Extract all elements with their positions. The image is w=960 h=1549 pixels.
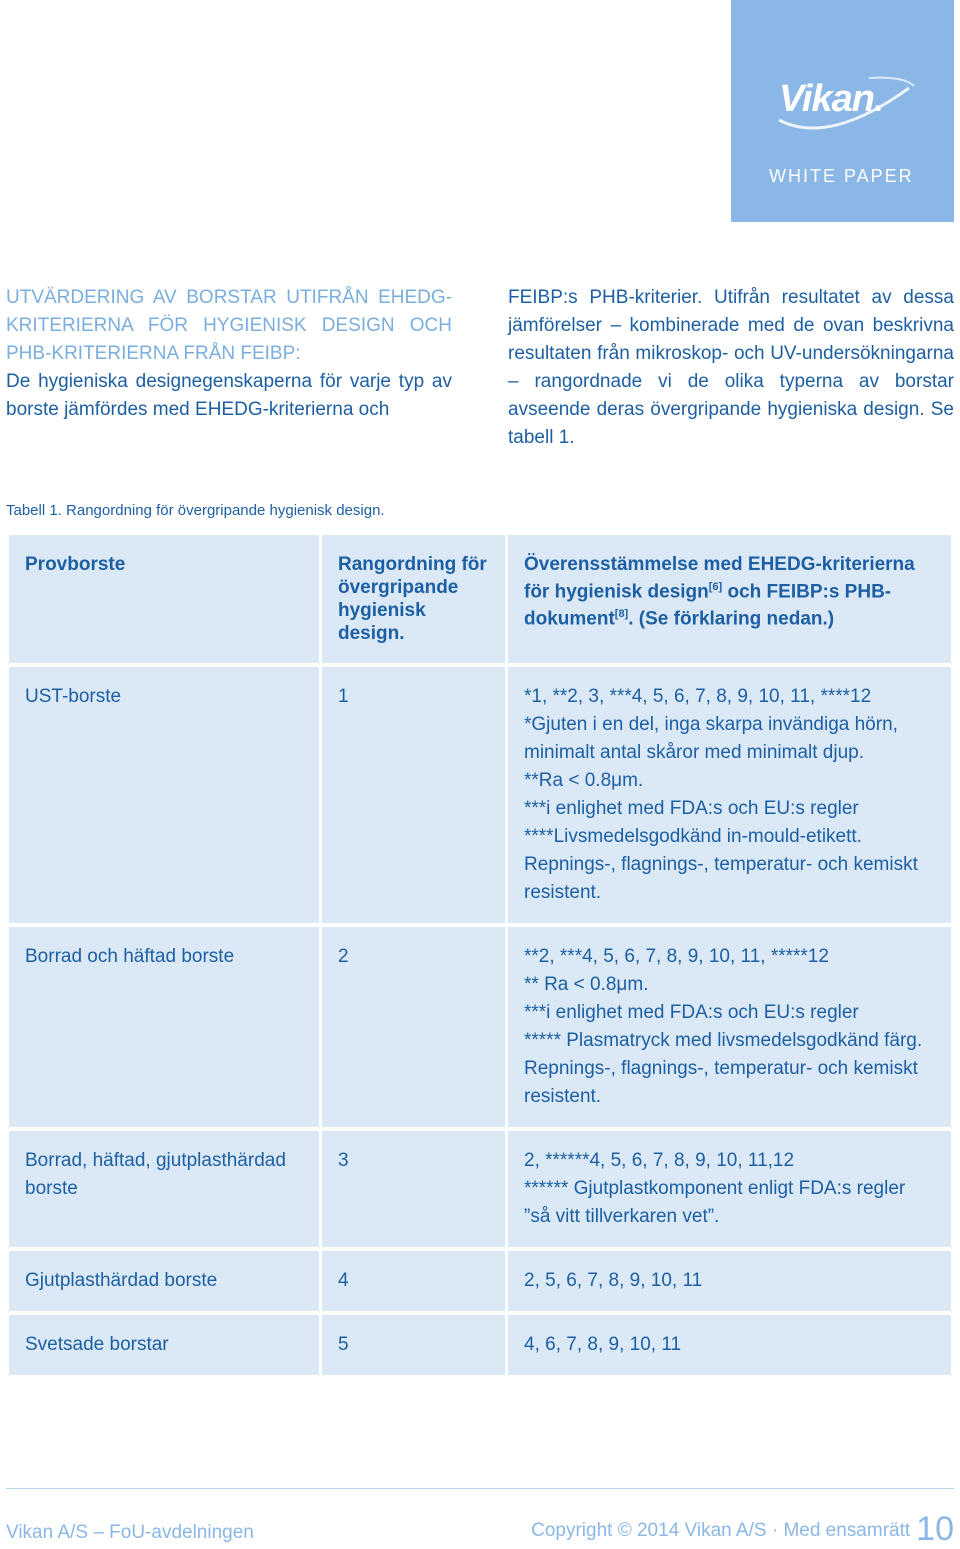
reference-8: [8]	[614, 608, 629, 621]
compliance-line: *1, **2, 3, ***4, 5, 6, 7, 8, 9, 10, 11, ****12	[524, 686, 872, 707]
brush-name-cell: UST-borste	[9, 667, 319, 923]
table-header-row	[9, 535, 951, 663]
compliance-cell	[508, 667, 951, 923]
header-provborste: Provborste	[9, 535, 319, 663]
brush-name-cell: Gjutplasthärdad borste	[9, 1251, 319, 1311]
compliance-line: 2, 5, 6, 7, 8, 9, 10, 11	[524, 1270, 703, 1291]
section-heading: UTVÄRDERING AV BORSTAR UTIFRÅN EHEDG-KRITERIERNA FÖR HYGIENISK DESIGN OCH PHB-KRITERIERNA FRÅN FEIBP:	[6, 287, 452, 364]
footer-copyright-block	[531, 1510, 954, 1549]
reference-6: [6]	[708, 581, 723, 593]
header-rangordning: Rangordning för övergripande hygienisk design.	[322, 535, 505, 663]
brush-name-cell: Svetsade borstar	[9, 1315, 319, 1375]
rank-cell: 1	[322, 667, 505, 923]
footer-divider	[6, 1488, 954, 1489]
compliance-line: 2, ******4, 5, 6, 7, 8, 9, 10, 11,12	[524, 1150, 795, 1171]
brush-name-cell: Borrad och häftad borste	[9, 927, 319, 1127]
rank-cell: 2	[322, 927, 505, 1127]
ranking-table	[6, 535, 954, 1375]
brand-logo-text: Vikan.	[779, 78, 884, 120]
compliance-cell	[508, 927, 951, 1127]
compliance-line: ** Ra < 0.8μm.	[524, 974, 649, 995]
compliance-cell	[508, 1251, 951, 1311]
page-number: 10	[916, 1510, 954, 1548]
brush-name-cell: Borrad, häftad, gjutplasthärdad borste	[9, 1131, 319, 1247]
compliance-line: **Ra < 0.8μm.	[524, 770, 644, 791]
compliance-line: **2, ***4, 5, 6, 7, 8, 9, 10, 11, *****12	[524, 946, 829, 967]
footer-copyright: Copyright © 2014 Vikan A/S · Med ensamrätt	[531, 1520, 911, 1541]
compliance-line: Repnings-, flagnings-, temperatur- och kemiskt resistent.	[524, 1058, 918, 1107]
compliance-line: 4, 6, 7, 8, 9, 10, 11	[524, 1334, 682, 1355]
compliance-line: ***i enlighet med FDA:s och EU:s regler	[524, 798, 859, 819]
compliance-line: Repnings-, flagnings-, temperatur- och kemiskt resistent.	[524, 854, 918, 903]
intro-left-text: De hygieniska designegenskaperna för varje typ av borste jämfördes med EHEDG-kriterierna och	[6, 371, 452, 420]
compliance-line: ****Livsmedelsgodkänd in-mould-etikett.	[524, 826, 862, 847]
document-type-label: WHITE PAPER	[769, 166, 914, 186]
compliance-line: ****** Gjutplastkomponent enligt FDA:s regler ”så vitt tillverkaren vet”.	[524, 1178, 906, 1227]
compliance-line: ***** Plasmatryck med livsmedelsgodkänd färg.	[524, 1030, 923, 1051]
rank-cell: 3	[322, 1131, 505, 1247]
rank-cell: 4	[322, 1251, 505, 1311]
intro-right-text: FEIBP:s PHB-kriterier. Utifrån resultatet av dessa jämförelser – kombinerade med de ovan beskrivna resultaten från mikroskop- och UV-undersökningarna – rangordnade vi de olika typerna av borstar avseende deras övergripande hygieniska design. Se tabell 1.	[508, 287, 954, 448]
table-body	[9, 663, 951, 1375]
table-row	[9, 1315, 951, 1375]
table-row	[9, 1131, 951, 1247]
compliance-cell	[508, 1131, 951, 1247]
intro-left-column	[6, 284, 452, 424]
table-row	[9, 927, 951, 1127]
table-row	[9, 1251, 951, 1311]
table-caption: Tabell 1. Rangordning för övergripande hygienisk design.	[6, 502, 385, 519]
compliance-cell	[508, 1315, 951, 1375]
header-col3-part-c: . (Se förklaring nedan.)	[628, 608, 835, 630]
rank-cell: 5	[322, 1315, 505, 1375]
footer-department: Vikan A/S – FoU-avdelningen	[6, 1522, 254, 1543]
header-col3-part-a: Överensstämmelse med EHEDG-kriterierna för hygienisk design	[524, 554, 915, 603]
header-col3-part-b: och FEIBP:s PHB-dokument	[524, 581, 892, 630]
table-row	[9, 667, 951, 923]
compliance-line: ***i enlighet med FDA:s och EU:s regler	[524, 1002, 859, 1023]
header-overensstammelse	[508, 535, 951, 663]
brand-logo-panel	[731, 0, 954, 222]
compliance-line: *Gjuten i en del, inga skarpa invändiga hörn, minimalt antal skåror med minimalt djup.	[524, 714, 898, 763]
